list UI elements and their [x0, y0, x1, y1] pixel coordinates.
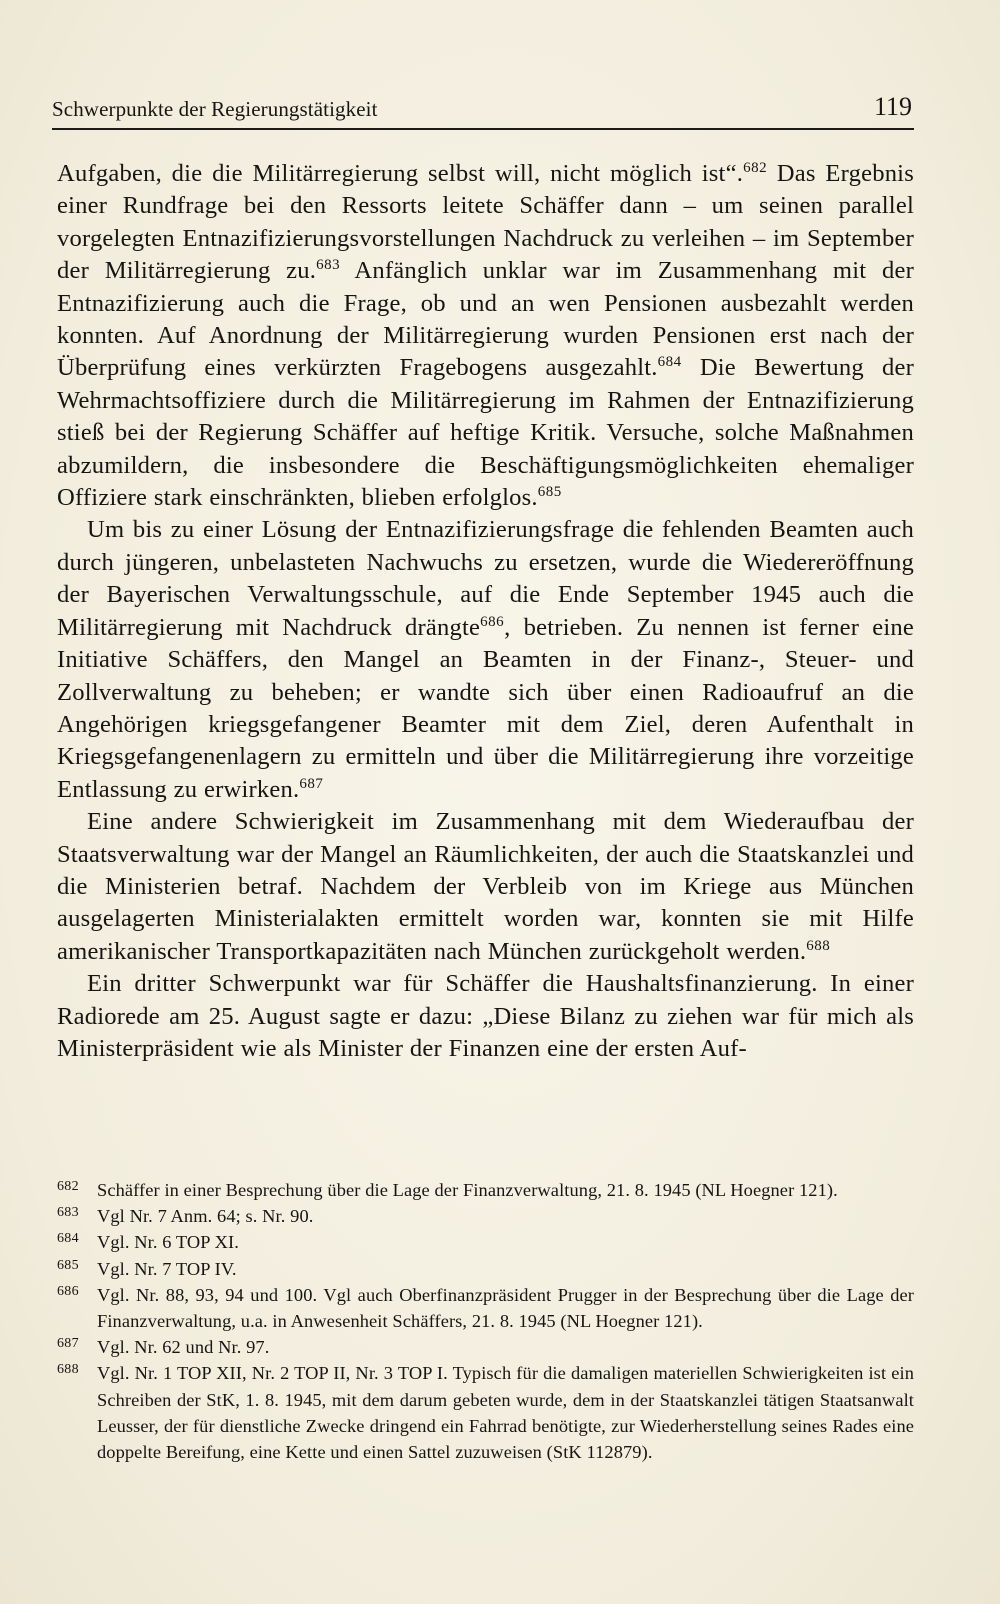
- text-run: Eine andere Schwierigkeit im Zusammenhang mit dem Wiederaufbau der Staatsverwaltung war der Mangel an Räumlichkeiten, der auch die Staatskanzlei und die Ministerien betraf. Nachdem der Verbleib von im Kriege aus München ausgelagerten Ministerialakten ermittelt worden war, konnten sie mit Hilfe amerikanischer Transportkapazitäten nach München zurückgeholt werden.: [57, 808, 914, 965]
- footnote-text: Vgl Nr. 7 Anm. 64; s. Nr. 90.: [97, 1206, 314, 1227]
- text-run: Um bis zu einer Lösung der Entnazifizierungsfrage die fehlenden Beamten auch durch jüngeren, unbelasteten Nachwuchs zu ersetzen, wurde die Wiedereröffnung der Bayerischen Verwaltungsschule, auf die Ende September 1945 auch die Militärregierung mit Nachdruck drängte: [57, 516, 914, 641]
- footnote-number: 687: [57, 1336, 79, 1352]
- footnote: [57, 1334, 914, 1360]
- footnote-ref[interactable]: 687: [299, 775, 324, 792]
- footnote: [57, 1256, 914, 1282]
- text-run: , betrieben. Zu nennen ist ferner eine Initiative Schäffers, den Mangel an Beamten in der Finanz-, Steuer- und Zollverwaltung zu beheben; er wandte sich über einen Radioaufruf an die Angehörigen kriegsgefangener Beamter mit dem Ziel, deren Aufenthalt in Kriegsgefangenenlagern zu ermitteln und über die Militärregierung ihre vorzeitige Entlassung zu erwirken.: [57, 613, 914, 803]
- footnote-text: Vgl. Nr. 1 TOP XII, Nr. 2 TOP II, Nr. 3 TOP I. Typisch für die damaligen materiellen Schwierigkeiten ist ein Schreiben der StK, 1. 8. 1945, mit dem darum gebeten wurde, dem in der Staatskanzlei tätigen Staatsanwalt Leusser, der für dienstliche Zwecke dringend ein Fahrrad benötigte, zur Wiederherstellung seines Rades eine doppelte Bereifung, eine Kette und einen Sattel zuzuweisen (StK 112879).: [97, 1363, 914, 1463]
- footnote-number: 685: [57, 1257, 79, 1273]
- text-run: Aufgaben, die die Militärregierung selbst will, nicht möglich ist“.: [57, 160, 744, 187]
- paragraph: [57, 158, 914, 514]
- footnote-text: Vgl. Nr. 7 TOP IV.: [97, 1258, 237, 1279]
- footnote-text: Vgl. Nr. 62 und Nr. 97.: [97, 1337, 270, 1358]
- footnote-ref[interactable]: 684: [657, 354, 682, 371]
- footnote-number: 682: [57, 1179, 79, 1194]
- running-title: Schwerpunkte der Regierungstätigkeit: [52, 97, 378, 121]
- footnote-ref[interactable]: 685: [537, 484, 562, 501]
- main-text: [57, 158, 914, 1065]
- text-run: Ein dritter Schwerpunkt war für Schäffer die Haushaltsfinanzierung. In einer Radiorede am 25. August sagte er dazu: „Diese Bilanz zu ziehen war für mich als Ministerpräsident wie als Minister der Finanzen eine der ersten Auf-: [57, 970, 914, 1062]
- paragraph: [57, 514, 914, 806]
- footnote-ref[interactable]: 688: [806, 937, 831, 954]
- footnote-text: Vgl. Nr. 88, 93, 94 und 100. Vgl auch Oberfinanzpräsident Prugger in der Besprechung über die Lage der Finanzverwaltung, u.a. in Anwesenheit Schäffers, 21. 8. 1945 (NL Hoegner 121).: [97, 1284, 914, 1332]
- text-run: Das Ergebnis einer Rundfrage bei den Ressorts leitete Schäffer dann – um seinen parallel vorgelegten Entnazifizierungsvorstellungen Nachdruck zu verleihen – im September der Militärregierung zu.: [57, 160, 914, 285]
- paragraph: [57, 968, 914, 1065]
- paragraph: [57, 806, 914, 968]
- footnote-number: 686: [57, 1283, 79, 1299]
- footnote-ref[interactable]: 683: [316, 257, 341, 274]
- page-header: [52, 88, 914, 130]
- footnote: [57, 1360, 914, 1465]
- footnote-text: Schäffer in einer Besprechung über die Lage der Finanzverwaltung, 21. 8. 1945 (NL Hoegner 121).: [97, 1180, 838, 1200]
- footnote-number: 688: [57, 1362, 79, 1378]
- footnotes: [57, 1177, 914, 1465]
- footnote-ref[interactable]: 686: [480, 613, 505, 630]
- footnote: [57, 1229, 914, 1255]
- footnote-text: Vgl. Nr. 6 TOP XI.: [97, 1232, 239, 1253]
- footnote-number: 684: [57, 1231, 79, 1247]
- footnote: [57, 1282, 914, 1334]
- footnote: [57, 1177, 914, 1203]
- text-run: Die Bewertung der Wehrmachtsoffiziere durch die Militärregierung im Rahmen der Entnazifizierung stieß bei der Regierung Schäffer auf heftige Kritik. Versuche, solche Maßnahmen abzumildern, die insbesondere die Beschäftigungsmöglichkeiten ehemaliger Offiziere stark einschränkten, blieben erfolglos.: [57, 354, 914, 512]
- text-run: Anfänglich unklar war im Zusammenhang mit der Entnazifizierung auch die Frage, ob und an wen Pensionen ausbezahlt werden konnten. Auf Anordnung der Militärregierung wurden Pensionen erst nach der Überprüfung eines verkürzten Fragebogens ausgezahlt.: [57, 257, 914, 382]
- footnote-number: 683: [57, 1205, 79, 1221]
- page-number: 119: [873, 92, 912, 121]
- footnote: [57, 1203, 914, 1229]
- footnote-ref[interactable]: 682: [743, 160, 768, 176]
